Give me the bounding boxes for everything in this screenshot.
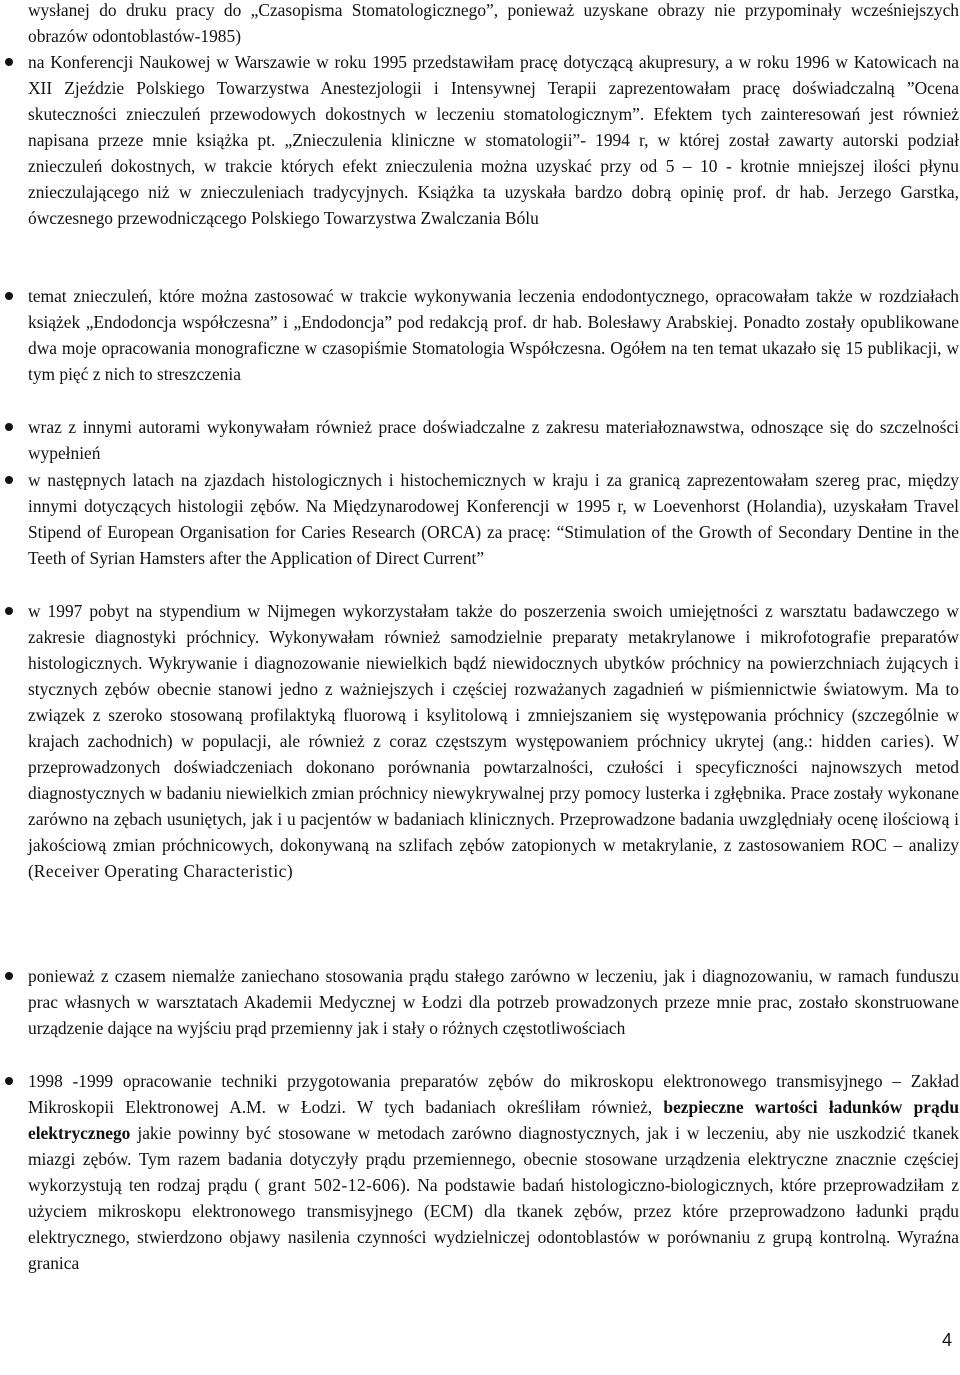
- list-item: [28, 1068, 959, 1276]
- list-item: [28, 598, 959, 885]
- bullet-icon: [5, 972, 13, 980]
- list-item-text: jakie powinny być stosowane w metodach zarówno diagnostycznych, jak i w leczeniu, aby nie uszkodzić tkanek miazgi zębów. Tym razem badania dotyczyły prądu przemiennego, obecnie stosowane urządzenia elektryczne znacznie częściej wykorzystują ten rodzaj prądu (: [28, 1123, 959, 1196]
- bullet-icon: [5, 1077, 13, 1085]
- spaced-term: hidden caries: [821, 731, 925, 752]
- list-item: [28, 414, 959, 466]
- list-item: [28, 283, 959, 387]
- spaced-term: Receiver Operating Characteristic: [33, 861, 287, 882]
- list-item: [28, 49, 959, 231]
- bullet-icon: [5, 292, 13, 300]
- bullet-icon: [5, 607, 13, 615]
- list-item: [28, 467, 959, 571]
- list-item-text: na Konferencji Naukowej w Warszawie w roku 1995 przedstawiłam pracę dotyczącą akupresury, a w roku 1996 w Katowicach na XII Zjeździe Polskiego Towarzystwa Anestezjologii i Intensywnej Terapii zaprezentowałam pracę doświadczalną ”Ocena skuteczności znieczuleń przewodowych dokostnych w leczeniu stomatologicznym”. Efektem tych zainteresowań jest również napisana przeze mnie książka pt. „Znieczulenia kliniczne w stomatologii”- 1994 r, w której został zawarty autorski podział znieczuleń dokostnych, w trakcie których efekt znieczulenia można uzyskać przy od 5 – 10 - krotnie mniejszej ilości płynu znieczulającego niż w znieczuleniach tradycyjnych. Książka ta uzyskała bardzo dobrą opinię prof. dr hab. Jerzego Garstka, ówczesnego przewodniczącego Polskiego Towarzystwa Zwalczania Bólu: [28, 52, 959, 229]
- list-item-text: ponieważ z czasem niemalże zaniechano stosowania prądu stałego zarówno w leczeniu, jak i diagnozowaniu, w ramach funduszu prac własnych w warsztatach Akademii Medycznej w Łodzi dla potrzeb prowadzonych przeze mnie prac, zostało skonstruowane urządzenie dające na wyjściu prąd przemienny jak i stały o różnych częstotliwościach: [28, 966, 959, 1039]
- bullet-icon: [5, 58, 13, 66]
- spaced-term: grant 502-12-606: [260, 1175, 401, 1196]
- list-item-text: w następnych latach na zjazdach histologicznych i histochemicznych w kraju i za granicą zaprezentowałam szereg prac, między innymi dotyczących histologii zębów. Na Międzynarodowej Konferencji w 1995 r, w Loevenhorst (Holandia), uzyskałam Travel Stipend of European Organisation for Caries Research (ORCA) za pracę: “Stimulation of the Growth of Secondary Dentine in the Teeth of Syrian Hamsters after the Application of Direct Current”: [28, 470, 959, 569]
- list-item-text: ). W przeprowadzonych doświadczeniach dokonano porównania powtarzalności, czułości i specyficzności najnowszych metod diagnostycznych w badaniu niewielkich zmian próchnicy niewykrywalnej przy pomocy lusterka i zgłębnika. Prace zostały wykonane zarówno na zębach usuniętych, jak i u pacjentów w badaniach klinicznych. Przeprowadzone badania uwzględniały ocenę ilościową i jakościową zmian próchnicowych, dokonywaną na szlifach zębów zatopionych w metakrylanie, z zastosowaniem ROC – analizy (: [28, 731, 959, 882]
- list-item-text: w 1997 pobyt na stypendium w Nijmegen wykorzystałam także do poszerzenia swoich umiejętności z warsztatu badawczego w zakresie diagnostyki próchnicy. Wykonywałam również samodzielnie preparaty metakrylanowe i mikrofotografie preparatów histologicznych. Wykrywanie i diagnozowanie niewielkich bądź niewidocznych ubytków próchnicy na powierzchniach żujących i stycznych zębów obecnie stanowi jedno z ważniejszych i częściej rozważanych zagadnień w piśmiennictwie światowym. Ma to związek z szeroko stosowaną profilaktyką fluorową i ksylitolową i zmniejszaniem się występowania próchnicy (szczególnie w krajach zachodnich) w populacji, ale również z coraz częstszym występowaniem próchnicy ukrytej (ang.:: [28, 601, 959, 752]
- list-item-text: ). Na podstawie badań histologiczno-biologicznych, które przeprowadziłam z użyciem mikroskopu elektronowego transmisyjnego (ECM) dla tkanek zębów, przez które przeprowadzono ładunki prądu elektrycznego, stwierdzono objawy nasilenia czynności wydzielniczej odontoblastów w porównaniu z grupą kontrolną. Wyraźna granica: [28, 1175, 959, 1274]
- list-item-text: ): [286, 861, 293, 882]
- bullet-icon: [5, 476, 13, 484]
- continuation-paragraph: wysłanej do druku pracy do „Czasopisma Stomatologicznego”, ponieważ uzyskane obrazy nie przypominały wcześniejszych obrazów odontoblastów-1985): [28, 0, 959, 47]
- page-number: 4: [941, 1330, 952, 1350]
- bold-phrase: bezpieczne wartości ładunków prądu elektrycznego: [28, 1097, 959, 1144]
- bullet-icon: [5, 423, 13, 431]
- list-item: [28, 963, 959, 1041]
- list-item-text: temat znieczuleń, które można zastosować w trakcie wykonywania leczenia endodontycznego, opracowałam także w rozdziałach książek „Endodoncja współczesna” i „Endodoncja” pod redakcją prof. dr hab. Bolesławy Arabskiej. Ponadto zostały opublikowane dwa moje opracowania monograficzne w czasopiśmie Stomatologia Współczesna. Ogółem na ten temat ukazało się 15 publikacji, w tym pięć z nich to streszczenia: [28, 286, 959, 385]
- list-item-text: wraz z innymi autorami wykonywałam również prace doświadczalne z zakresu materiałoznawstwa, odnoszące się do szczelności wypełnień: [28, 417, 959, 464]
- list-item-text: 1998 -1999 opracowanie techniki przygotowania preparatów zębów do mikroskopu elektronowego transmisyjnego – Zakład Mikroskopii Elektronowej A.M. w Łodzi. W tych badaniach określiłam również,: [28, 1071, 959, 1118]
